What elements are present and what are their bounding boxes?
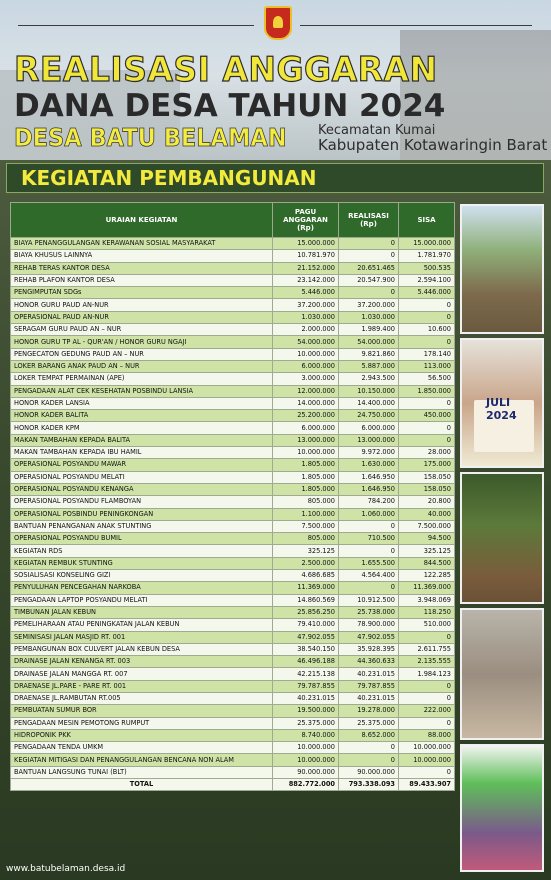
title-line-2: DANA DESA TAHUN 2024 <box>14 88 446 124</box>
table-row <box>11 742 455 754</box>
cell-sisa: 500.535 <box>399 262 455 274</box>
cell-pagu: 8.740.000 <box>273 729 339 741</box>
cell-pagu: 42.215.138 <box>273 668 339 680</box>
cell-pagu: 21.152.000 <box>273 262 339 274</box>
cell-pagu: 805.000 <box>273 496 339 508</box>
table-row <box>11 643 455 655</box>
cell-uraian: BIAYA PENANGGULANGAN KERAWANAN SOSIAL MASYARAKAT <box>11 238 273 250</box>
table-row <box>11 705 455 717</box>
cell-uraian: SOSIALISASI KONSELING GIZI <box>11 570 273 582</box>
cell-realisasi: 0 <box>339 754 399 766</box>
cell-uraian: SERAGAM GURU PAUD AN – NUR <box>11 324 273 336</box>
cell-pagu: 1.030.000 <box>273 311 339 323</box>
column-header-realisasi: REALISASI (Rp) <box>339 203 399 238</box>
table-row <box>11 717 455 729</box>
cell-realisasi: 5.887.000 <box>339 360 399 372</box>
cell-uraian: OPERASIONAL POSYANDU MAWAR <box>11 459 273 471</box>
cell-pagu: 10.781.970 <box>273 250 339 262</box>
cell-uraian: MAKAN TAMBAHAN KEPADA IBU HAMIL <box>11 447 273 459</box>
cell-sisa: 94.500 <box>399 533 455 545</box>
table-row <box>11 373 455 385</box>
cell-pagu: 1.805.000 <box>273 483 339 495</box>
regency-name: Kabupaten Kotawaringin Barat <box>318 136 548 154</box>
table-row <box>11 434 455 446</box>
cell-realisasi: 1.989.400 <box>339 324 399 336</box>
cell-realisasi: 1.646.950 <box>339 471 399 483</box>
cell-uraian: PENGIMPUTAN SDGs <box>11 287 273 299</box>
cell-realisasi: 24.750.000 <box>339 410 399 422</box>
header-rule-right <box>300 25 532 26</box>
cell-uraian: HONOR KADER LANSIA <box>11 397 273 409</box>
cell-uraian: KEGIATAN MITIGASI DAN PENANGGULANGAN BENCANA NON ALAM <box>11 754 273 766</box>
cell-pagu: 54.000.000 <box>273 336 339 348</box>
cell-uraian: OPERASIONAL POSYANDU FLAMBOYAN <box>11 496 273 508</box>
cell-pagu: 14.000.000 <box>273 397 339 409</box>
cell-uraian: OPERASIONAL POSBINDU PENINGKONGAN <box>11 508 273 520</box>
table-row <box>11 287 455 299</box>
cell-uraian: PENGADAAN MESIN PEMOTONG RUMPUT <box>11 717 273 729</box>
table-row <box>11 336 455 348</box>
cell-uraian: DRAENASE JL.RAMBUTAN RT.005 <box>11 692 273 704</box>
column-header-uraian: URAIAN KEGIATAN <box>11 203 273 238</box>
cell-realisasi: 40.231.015 <box>339 692 399 704</box>
cell-sisa: 2.611.755 <box>399 643 455 655</box>
cell-sisa: 7.500.000 <box>399 520 455 532</box>
cell-sisa: 88.000 <box>399 729 455 741</box>
cell-uraian: PENGADAAN TENDA UMKM <box>11 742 273 754</box>
cell-uraian: BANTUAN PENANGANAN ANAK STUNTING <box>11 520 273 532</box>
cell-uraian: LOKER TEMPAT PERMAINAN (APE) <box>11 373 273 385</box>
cell-pagu: 12.000.000 <box>273 385 339 397</box>
cell-uraian: LOKER BARANG ANAK PAUD AN – NUR <box>11 360 273 372</box>
table-body <box>11 238 455 791</box>
cell-realisasi: 0 <box>339 545 399 557</box>
photo-community-group <box>460 744 544 872</box>
cell-sisa: 1.850.000 <box>399 385 455 397</box>
cell-pagu: 10.000.000 <box>273 754 339 766</box>
cell-realisasi: 47.902.055 <box>339 631 399 643</box>
cell-sisa: 222.000 <box>399 705 455 717</box>
cell-realisasi: 14.400.000 <box>339 397 399 409</box>
table-row <box>11 262 455 274</box>
table-row <box>11 422 455 434</box>
table-row <box>11 360 455 372</box>
cell-sisa: 122.285 <box>399 570 455 582</box>
cell-realisasi: 44.360.633 <box>339 656 399 668</box>
table-row <box>11 729 455 741</box>
section-title: KEGIATAN PEMBANGUNAN <box>21 166 317 190</box>
cell-sisa: 0 <box>399 692 455 704</box>
cell-uraian: DRAINASE JALAN MANGGA RT. 007 <box>11 668 273 680</box>
cell-sisa: 118.250 <box>399 606 455 618</box>
cell-sisa: 450.000 <box>399 410 455 422</box>
title-line-1: REALISASI ANGGARAN <box>14 50 438 90</box>
cell-realisasi: 19.278.000 <box>339 705 399 717</box>
cell-realisasi: 20.651.465 <box>339 262 399 274</box>
cell-pagu: 2.000.000 <box>273 324 339 336</box>
cell-uraian: HIDROPONIK PKK <box>11 729 273 741</box>
cell-sisa: 40.000 <box>399 508 455 520</box>
cell-pagu: 90.000.000 <box>273 766 339 778</box>
cell-pagu: 15.000.000 <box>273 238 339 250</box>
cell-realisasi: 35.928.395 <box>339 643 399 655</box>
cell-pagu: 14.860.569 <box>273 594 339 606</box>
table-row <box>11 692 455 704</box>
cell-pagu: 10.000.000 <box>273 447 339 459</box>
photo-road-construction <box>460 204 544 334</box>
budget-table <box>10 202 455 791</box>
cell-realisasi: 10.150.000 <box>339 385 399 397</box>
village-name: DESA BATU BELAMAN <box>14 123 287 152</box>
cell-sisa: 11.369.000 <box>399 582 455 594</box>
cell-pagu: 79.410.000 <box>273 619 339 631</box>
cell-pagu: 3.000.000 <box>273 373 339 385</box>
cell-pagu: 46.496.188 <box>273 656 339 668</box>
cell-uraian: PENGADAAN ALAT CEK KESEHATAN POSBINDU LANSIA <box>11 385 273 397</box>
total-realisasi: 793.338.093 <box>339 779 399 791</box>
table-row <box>11 410 455 422</box>
cell-sisa: 28.000 <box>399 447 455 459</box>
cell-uraian: PENYULUHAN PENCEGAHAN NARKOBA <box>11 582 273 594</box>
table-row <box>11 606 455 618</box>
cell-sisa: 15.000.000 <box>399 238 455 250</box>
cell-pagu: 13.000.000 <box>273 434 339 446</box>
cell-sisa: 325.125 <box>399 545 455 557</box>
table-row <box>11 545 455 557</box>
cell-uraian: HONOR GURU TP AL - QUR'AN / HONOR GURU NGAJI <box>11 336 273 348</box>
cell-sisa: 844.500 <box>399 557 455 569</box>
cell-realisasi: 90.000.000 <box>339 766 399 778</box>
cell-sisa: 0 <box>399 397 455 409</box>
table-row <box>11 471 455 483</box>
table-row <box>11 311 455 323</box>
cell-realisasi: 40.231.015 <box>339 668 399 680</box>
cell-uraian: BIAYA KHUSUS LAINNYA <box>11 250 273 262</box>
cell-uraian: HONOR KADER KPM <box>11 422 273 434</box>
photo-blt-handover <box>460 338 544 468</box>
cell-sisa: 0 <box>399 717 455 729</box>
cell-sisa: 113.000 <box>399 360 455 372</box>
table-row <box>11 557 455 569</box>
cell-sisa: 0 <box>399 434 455 446</box>
cell-uraian: KEGIATAN REMBUK STUNTING <box>11 557 273 569</box>
table-row <box>11 619 455 631</box>
cell-realisasi: 1.655.500 <box>339 557 399 569</box>
cell-uraian: TIMBUNAN JALAN KEBUN <box>11 606 273 618</box>
photo-posyandu-activity <box>460 608 544 740</box>
cell-sisa: 5.446.000 <box>399 287 455 299</box>
table-row <box>11 766 455 778</box>
cell-realisasi: 8.652.000 <box>339 729 399 741</box>
table-row <box>11 582 455 594</box>
cell-sisa: 178.140 <box>399 348 455 360</box>
cell-pagu: 325.125 <box>273 545 339 557</box>
website-url: www.batubelaman.desa.id <box>6 864 126 874</box>
total-label: TOTAL <box>11 779 273 791</box>
cell-pagu: 19.500.000 <box>273 705 339 717</box>
cell-pagu: 1.805.000 <box>273 471 339 483</box>
table-row <box>11 520 455 532</box>
total-sisa: 89.433.907 <box>399 779 455 791</box>
cell-pagu: 4.686.685 <box>273 570 339 582</box>
table-row <box>11 570 455 582</box>
cell-uraian: HONOR KADER BALITA <box>11 410 273 422</box>
table-row <box>11 397 455 409</box>
table-row <box>11 656 455 668</box>
cell-uraian: DRAINASE JALAN KENANGA RT. 003 <box>11 656 273 668</box>
cell-sisa: 0 <box>399 680 455 692</box>
cell-sisa: 0 <box>399 299 455 311</box>
table-row <box>11 533 455 545</box>
cell-uraian: PENGECATON GEDUNG PAUD AN – NUR <box>11 348 273 360</box>
cell-pagu: 1.100.000 <box>273 508 339 520</box>
cell-uraian: PEMBUATAN SUMUR BOR <box>11 705 273 717</box>
table-total-row <box>11 779 455 791</box>
cell-realisasi: 6.000.000 <box>339 422 399 434</box>
table-row <box>11 250 455 262</box>
cell-realisasi: 0 <box>339 250 399 262</box>
cell-realisasi: 54.000.000 <box>339 336 399 348</box>
cell-realisasi: 1.630.000 <box>339 459 399 471</box>
cell-pagu: 25.856.250 <box>273 606 339 618</box>
table-row <box>11 459 455 471</box>
cell-pagu: 37.200.000 <box>273 299 339 311</box>
header-rule-left <box>18 25 254 26</box>
total-pagu: 882.772.000 <box>273 779 339 791</box>
cell-realisasi: 710.500 <box>339 533 399 545</box>
cell-sisa: 158.050 <box>399 483 455 495</box>
cell-realisasi: 9.821.860 <box>339 348 399 360</box>
cell-pagu: 10.000.000 <box>273 742 339 754</box>
cell-sisa: 3.948.069 <box>399 594 455 606</box>
table-row <box>11 385 455 397</box>
cell-sisa: 10.600 <box>399 324 455 336</box>
photo-drainage-work <box>460 472 544 604</box>
cell-realisasi: 4.564.400 <box>339 570 399 582</box>
cell-uraian: REHAB PLAFON KANTOR DESA <box>11 274 273 286</box>
cell-sisa: 175.000 <box>399 459 455 471</box>
table-row <box>11 324 455 336</box>
cell-realisasi: 9.972.000 <box>339 447 399 459</box>
cell-sisa: 1.781.970 <box>399 250 455 262</box>
cell-pagu: 1.805.000 <box>273 459 339 471</box>
cell-pagu: 38.540.150 <box>273 643 339 655</box>
table-row <box>11 348 455 360</box>
cell-sisa: 2.135.555 <box>399 656 455 668</box>
photo-banner-text: JULI 2024 <box>486 396 517 422</box>
cell-realisasi: 784.200 <box>339 496 399 508</box>
cell-uraian: SEMINISASI JALAN MASJID RT. 001 <box>11 631 273 643</box>
table-row <box>11 447 455 459</box>
regency-emblem-icon <box>264 6 292 40</box>
cell-realisasi: 0 <box>339 238 399 250</box>
table-row <box>11 508 455 520</box>
cell-sisa: 2.594.100 <box>399 274 455 286</box>
cell-realisasi: 13.000.000 <box>339 434 399 446</box>
cell-pagu: 6.000.000 <box>273 422 339 434</box>
cell-sisa: 0 <box>399 311 455 323</box>
cell-sisa: 0 <box>399 631 455 643</box>
cell-pagu: 6.000.000 <box>273 360 339 372</box>
table-row <box>11 238 455 250</box>
cell-realisasi: 79.787.855 <box>339 680 399 692</box>
cell-uraian: KEGIATAN RDS <box>11 545 273 557</box>
cell-uraian: OPERASIONAL POSYANDU KENANGA <box>11 483 273 495</box>
cell-sisa: 56.500 <box>399 373 455 385</box>
cell-realisasi: 0 <box>339 582 399 594</box>
cell-pagu: 25.200.000 <box>273 410 339 422</box>
cell-realisasi: 1.646.950 <box>339 483 399 495</box>
cell-pagu: 5.446.000 <box>273 287 339 299</box>
cell-sisa: 20.800 <box>399 496 455 508</box>
cell-realisasi: 0 <box>339 742 399 754</box>
cell-sisa: 1.984.123 <box>399 668 455 680</box>
cell-uraian: MAKAN TAMBAHAN KEPADA BALITA <box>11 434 273 446</box>
cell-uraian: HONOR GURU PAUD AN-NUR <box>11 299 273 311</box>
table-row <box>11 274 455 286</box>
cell-realisasi: 2.943.500 <box>339 373 399 385</box>
cell-pagu: 40.231.015 <box>273 692 339 704</box>
table-row <box>11 754 455 766</box>
cell-realisasi: 1.060.000 <box>339 508 399 520</box>
cell-uraian: DRAENASE JL.PARE - PARE RT. 001 <box>11 680 273 692</box>
table-row <box>11 496 455 508</box>
cell-realisasi: 1.030.000 <box>339 311 399 323</box>
cell-realisasi: 25.375.000 <box>339 717 399 729</box>
cell-pagu: 11.369.000 <box>273 582 339 594</box>
cell-pagu: 805.000 <box>273 533 339 545</box>
district-name: Kecamatan Kumai <box>318 123 436 138</box>
cell-sisa: 10.000.000 <box>399 754 455 766</box>
table-row <box>11 668 455 680</box>
table-row <box>11 680 455 692</box>
cell-realisasi: 0 <box>339 520 399 532</box>
cell-realisasi: 10.912.500 <box>339 594 399 606</box>
table-row <box>11 594 455 606</box>
cell-pagu: 25.375.000 <box>273 717 339 729</box>
cell-realisasi: 0 <box>339 287 399 299</box>
cell-pagu: 23.142.000 <box>273 274 339 286</box>
cell-uraian: PEMELIHARAAN ATAU PENINGKATAN JALAN KEBUN <box>11 619 273 631</box>
cell-realisasi: 20.547.900 <box>339 274 399 286</box>
cell-uraian: PENGADAAN LAPTOP POSYANDU MELATI <box>11 594 273 606</box>
cell-sisa: 0 <box>399 422 455 434</box>
cell-realisasi: 37.200.000 <box>339 299 399 311</box>
cell-uraian: REHAB TERAS KANTOR DESA <box>11 262 273 274</box>
table-row <box>11 483 455 495</box>
cell-realisasi: 78.900.000 <box>339 619 399 631</box>
cell-pagu: 7.500.000 <box>273 520 339 532</box>
cell-sisa: 158.050 <box>399 471 455 483</box>
table-row <box>11 299 455 311</box>
cell-uraian: OPERASIONAL PAUD AN-NUR <box>11 311 273 323</box>
cell-pagu: 79.787.855 <box>273 680 339 692</box>
column-header-sisa: SISA <box>399 203 455 238</box>
section-banner <box>6 163 544 193</box>
cell-sisa: 10.000.000 <box>399 742 455 754</box>
cell-sisa: 0 <box>399 336 455 348</box>
column-header-pagu: PAGU ANGGARAN (Rp) <box>273 203 339 238</box>
cell-pagu: 10.000.000 <box>273 348 339 360</box>
cell-sisa: 510.000 <box>399 619 455 631</box>
table-row <box>11 631 455 643</box>
cell-realisasi: 25.738.000 <box>339 606 399 618</box>
cell-uraian: PEMBANGUNAN BOX CULVERT JALAN KEBUN DESA <box>11 643 273 655</box>
cell-uraian: BANTUAN LANGSUNG TUNAI (BLT) <box>11 766 273 778</box>
cell-uraian: OPERASIONAL POSYANDU BUMIL <box>11 533 273 545</box>
cell-pagu: 2.500.000 <box>273 557 339 569</box>
cell-sisa: 0 <box>399 766 455 778</box>
table-header-row <box>11 203 455 238</box>
cell-pagu: 47.902.055 <box>273 631 339 643</box>
cell-uraian: OPERASIONAL POSYANDU MELATI <box>11 471 273 483</box>
